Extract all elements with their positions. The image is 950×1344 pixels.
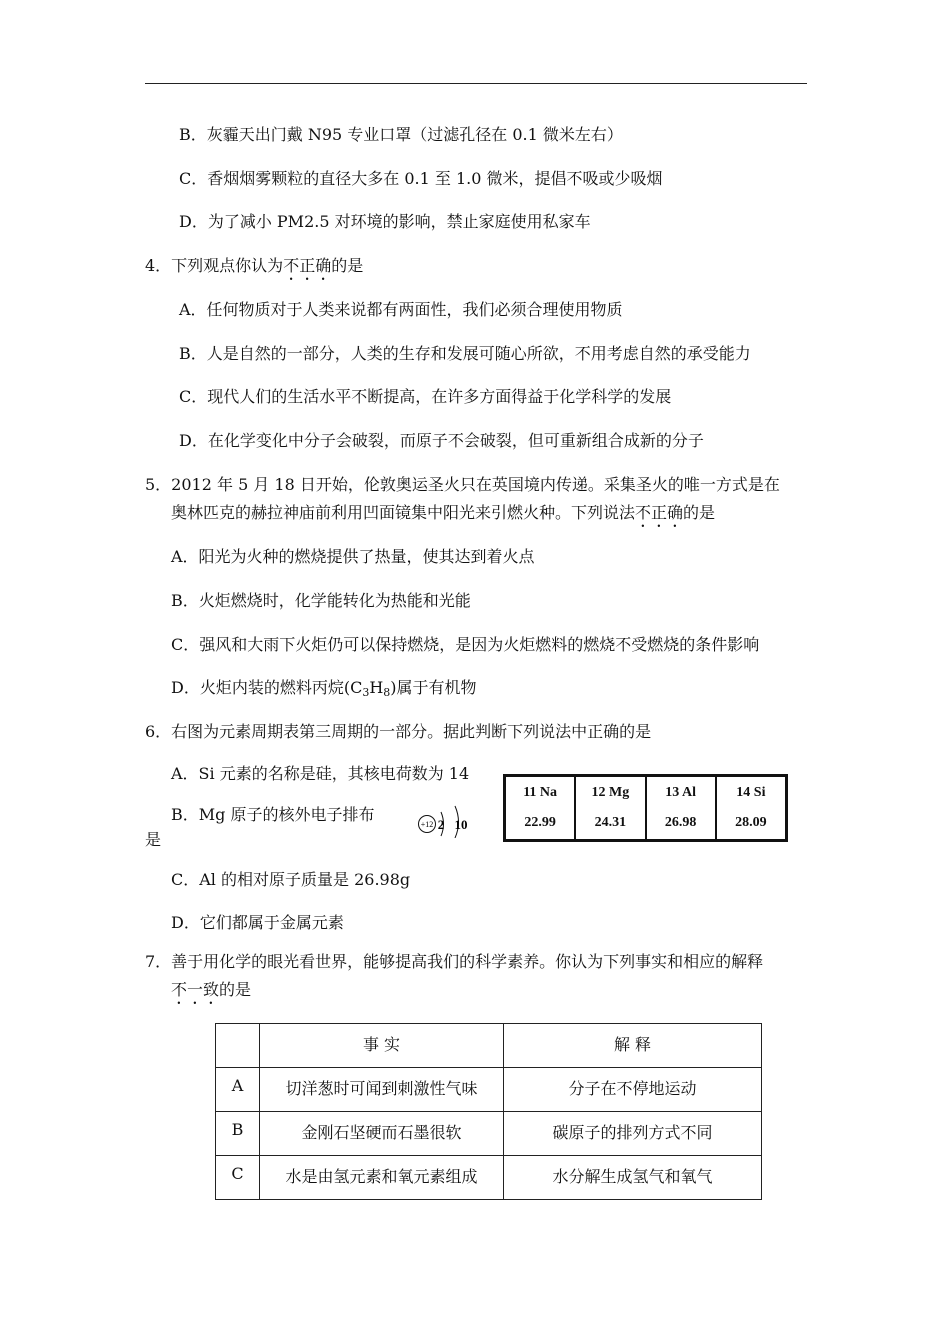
q3-option-d: D．为了减小 PM2.5 对环境的影响，禁止家庭使用私家车 [179, 212, 591, 231]
table-row [216, 1112, 762, 1156]
q6-option-a: A．Si 元素的名称是硅，其核电荷数为 14 [171, 764, 470, 783]
q3-option-c: C．香烟烟雾颗粒的直径大多在 0.1 至 1.0 微米，提倡不吸或少吸烟 [179, 169, 663, 188]
header-rule [145, 83, 807, 84]
q4-option-a: A．任何物质对于人类来说都有两面性，我们必须合理使用物质 [179, 300, 623, 319]
q5-stem-line1: 5．2012 年 5 月 18 日开始，伦敦奥运圣火只在英国境内传递。采集圣火的唯一方式是在 [145, 475, 780, 494]
table-cell: B [216, 1112, 260, 1156]
element-cell-mg: 12 Mg 24.31 [576, 777, 646, 839]
q6-option-b-cont: 是 [145, 830, 162, 849]
q7-fact-explanation-table [215, 1023, 762, 1200]
q4-option-b: B．人是自然的一部分，人类的生存和发展可随心所欲，不用考虑自然的承受能力 [179, 344, 751, 363]
element-cell-al: 13 Al 26.98 [647, 777, 717, 839]
q7-stem-line2: 不一致的是 [171, 980, 252, 999]
q7-stem-line1: 7．善于用化学的眼光看世界，能够提高我们的科学素养。你认为下列事实和相应的解释 [145, 952, 764, 971]
table-cell: 金刚石坚硬而石墨很软 [260, 1112, 504, 1156]
table-cell: 分子在不停地运动 [504, 1068, 762, 1112]
q4-option-c: C．现代人们的生活水平不断提高，在许多方面得益于化学科学的发展 [179, 387, 672, 406]
q5-option-c: C．强风和大雨下火炬仍可以保持燃烧，是因为火炬燃料的燃烧不受燃烧的条件影响 [171, 635, 760, 654]
table-cell: 碳原子的排列方式不同 [504, 1112, 762, 1156]
emphasis-text: 不正确 [283, 256, 332, 275]
q6-stem: 6．右图为元素周期表第三周期的一部分。据此判断下列说法中正确的是 [145, 722, 652, 741]
table-cell: 水是由氢元素和氧元素组成 [260, 1156, 504, 1200]
q5-option-b: B．火炬燃烧时，化学能转化为热能和光能 [171, 591, 471, 610]
table-cell: A [216, 1068, 260, 1112]
shell-1-electrons: 2 [437, 817, 445, 832]
table-cell [216, 1024, 260, 1068]
table-cell: 切洋葱时可闻到刺激性气味 [260, 1068, 504, 1112]
emphasis-text: 不正确 [635, 503, 684, 522]
mg-atom-structure-diagram [417, 804, 473, 838]
table-cell: 水分解生成氢气和氧气 [504, 1156, 762, 1200]
table-header-fact: 事 实 [260, 1024, 504, 1068]
q3-option-b: B．灰霾天出门戴 N95 专业口罩（过滤孔径在 0.1 微米左右） [179, 125, 623, 144]
table-header-row [216, 1024, 762, 1068]
q6-option-c: C．Al 的相对原子质量是 26.98g [171, 870, 411, 889]
q4-option-d: D．在化学变化中分子会破裂，而原子不会破裂，但可重新组合成新的分子 [179, 431, 704, 450]
q4-stem: 4．下列观点你认为不正确的是 [145, 256, 364, 275]
q5-option-a: A．阳光为火种的燃烧提供了热量，使其达到着火点 [171, 547, 535, 566]
element-cell-na: 11 Na 22.99 [506, 777, 576, 839]
table-row [216, 1156, 762, 1200]
shell-2-electrons: 10 [454, 817, 468, 832]
q5-option-d: D．火炬内装的燃料丙烷$(C_3H_8)$属于有机物 [171, 678, 477, 699]
nucleus-charge: +12 [420, 820, 434, 829]
table-row [216, 1068, 762, 1112]
q6-option-b: B．Mg 原子的核外电子排布 [171, 805, 375, 824]
element-cell-si: 14 Si 28.09 [735, 785, 767, 830]
table-header-explanation: 解 释 [504, 1024, 762, 1068]
periodic-table-fragment [503, 774, 788, 842]
q6-option-d: D．它们都属于金属元素 [171, 913, 344, 932]
emphasis-text: 不一致 [171, 980, 220, 999]
q5-stem-line2: 奥林匹克的赫拉神庙前利用凹面镜集中阳光来引燃火种。下列说法不正确的是 [171, 503, 716, 522]
table-cell: C [216, 1156, 260, 1200]
